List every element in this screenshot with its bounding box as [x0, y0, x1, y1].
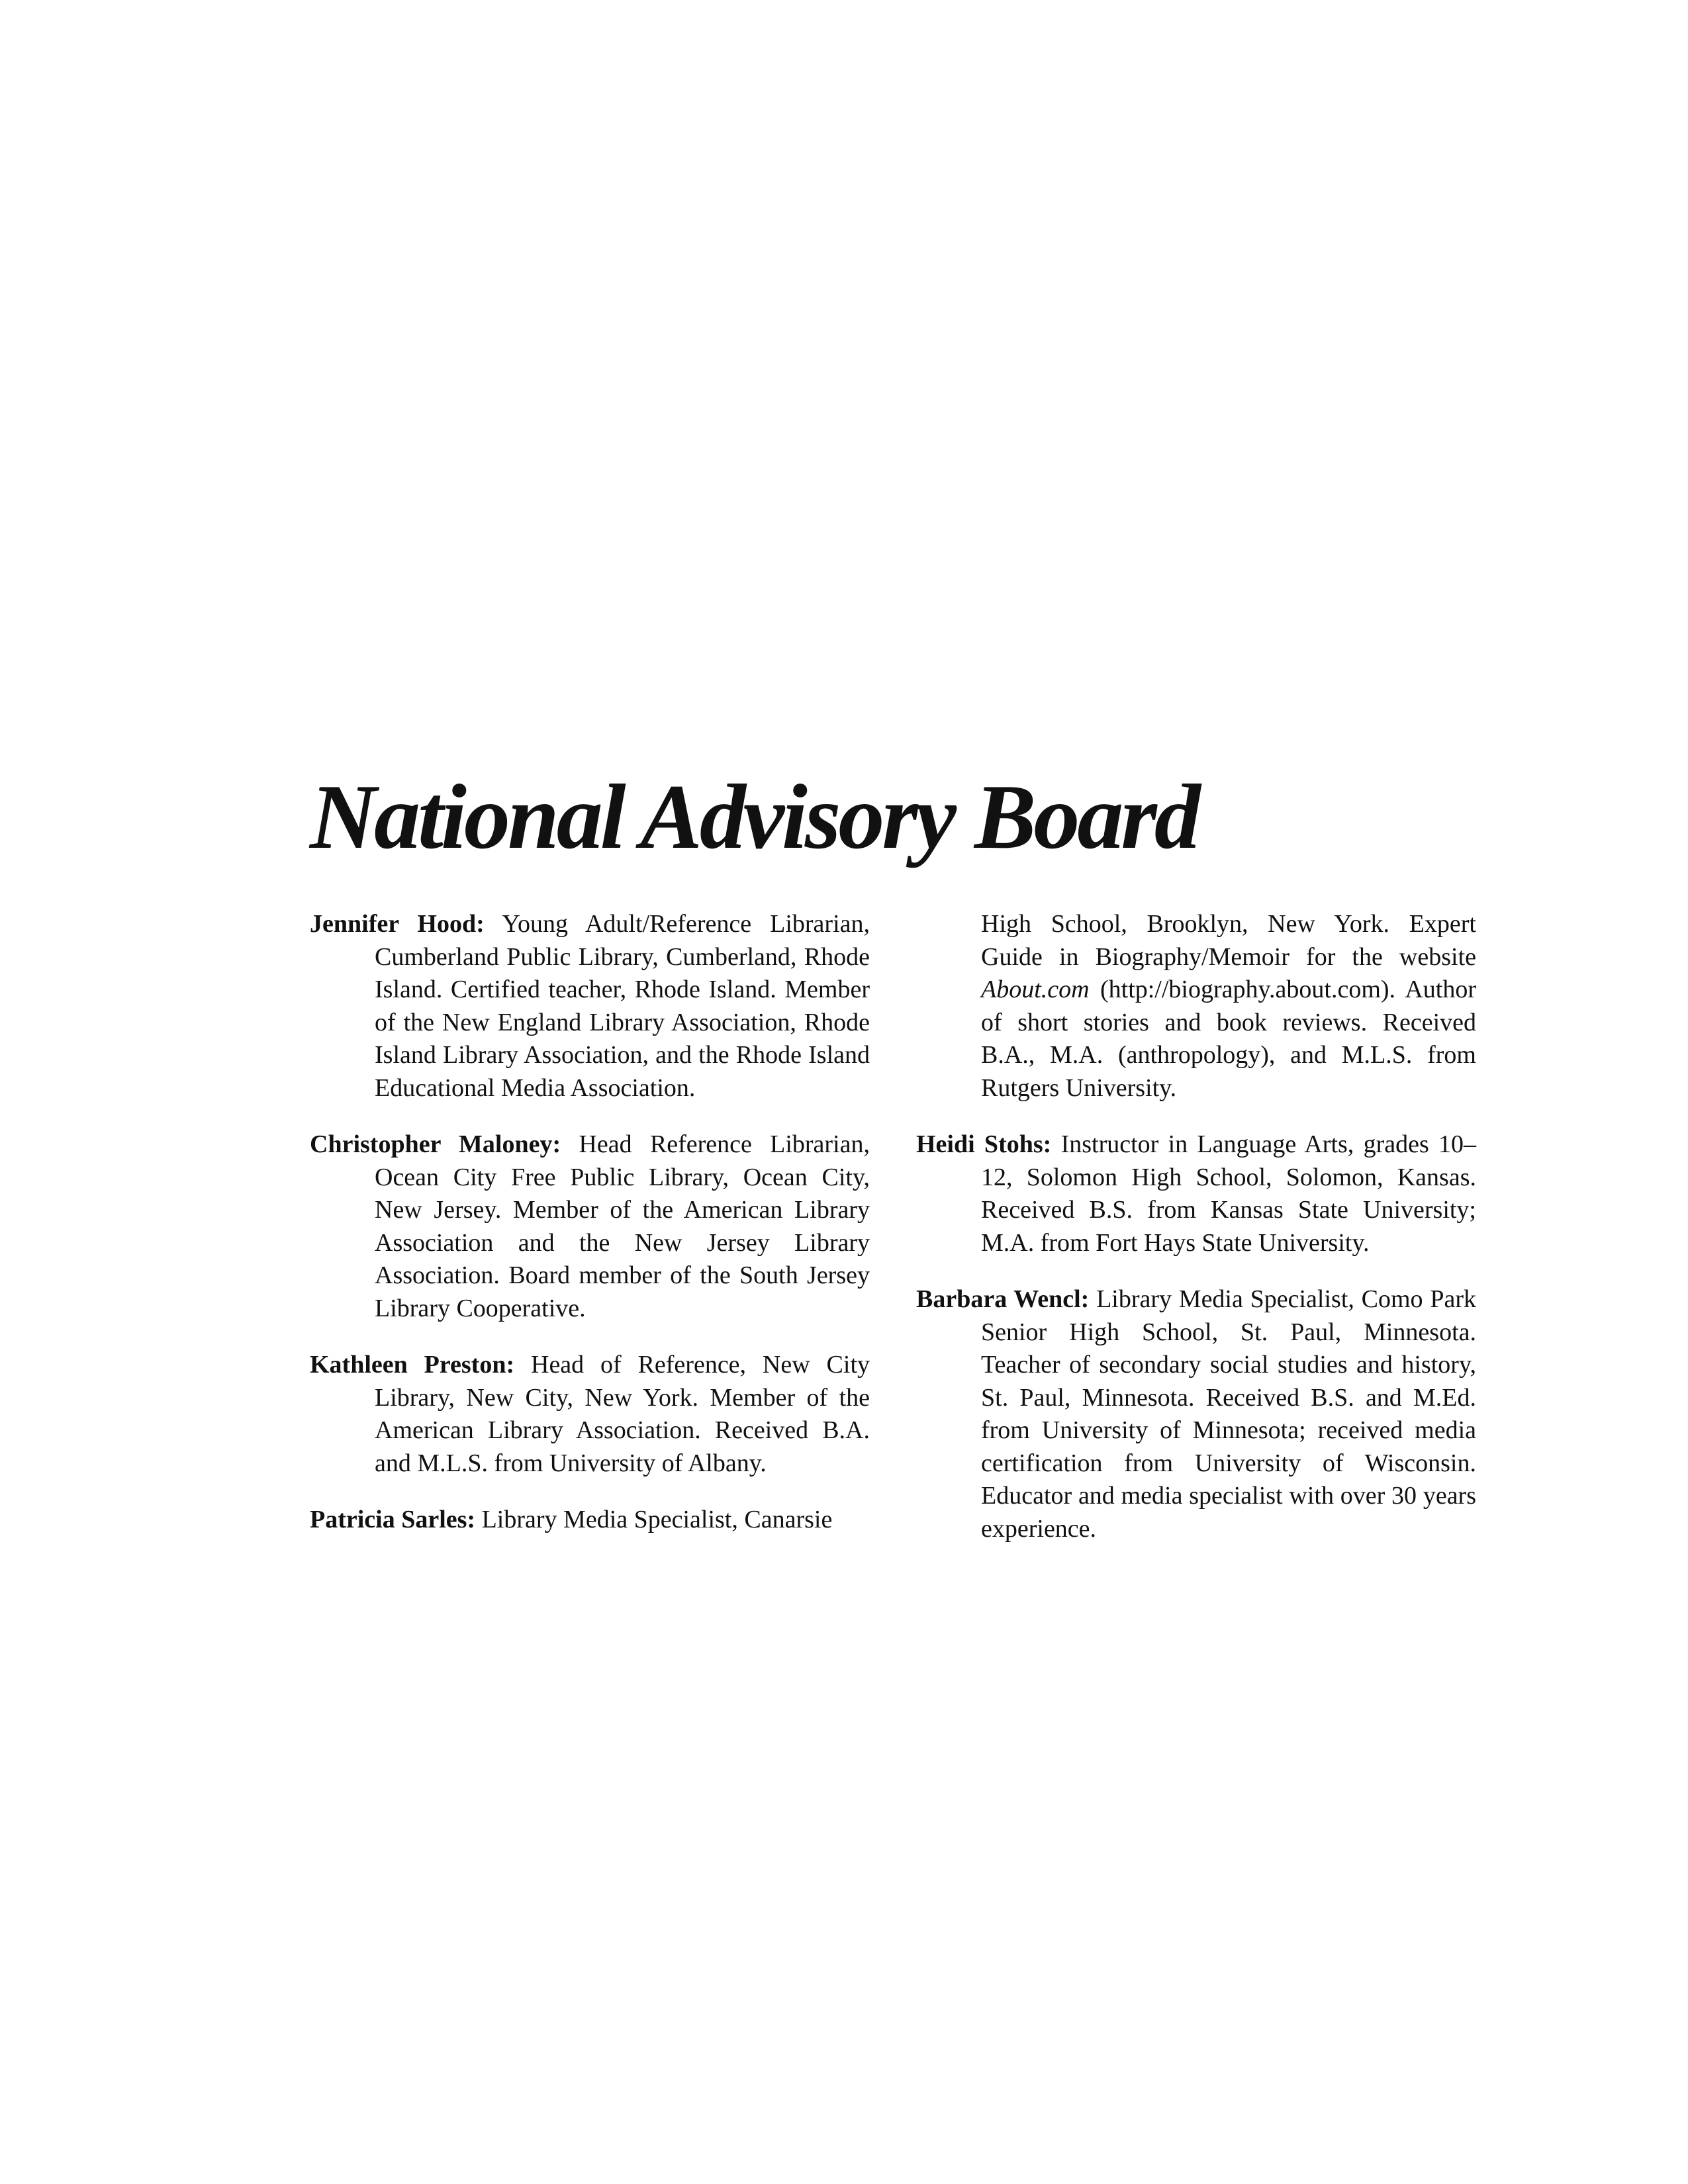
board-member-entry: [916, 1128, 1476, 1259]
member-bio-continued: High School, Brooklyn, New York. Expert Guide in Biography/Memoir for the website: [981, 910, 1476, 971]
right-column: [916, 908, 1476, 1569]
board-member-entry: [310, 1349, 870, 1480]
member-name: Kathleen Preston:: [310, 1351, 515, 1379]
member-name: Patricia Sarles:: [310, 1506, 476, 1533]
website-url: (http://biography.about.com).: [1100, 976, 1396, 1003]
member-bio: Instructor in Language Arts, grades 10–12, Solomon High School, Solomon, Kansas. Received B.S. from Kansas State University; M.A. from Fort Hays State University.: [981, 1130, 1477, 1257]
board-member-entry: [310, 1504, 870, 1537]
member-name: Heidi Stohs:: [916, 1130, 1052, 1158]
board-member-entry: [310, 1128, 870, 1325]
member-bio: Library Media Specialist, Como Park Senior High School, St. Paul, Minnesota. Teacher of secondary social studies and history, St. Paul, Minnesota. Received B.S. and M.Ed. from University of Minnesota; received media certification from University of Wisconsin. Educator and media specialist with over 30 years experience.: [981, 1285, 1476, 1543]
member-name: Barbara Wencl:: [916, 1285, 1090, 1313]
board-member-entry: [310, 908, 870, 1105]
member-bio: Young Adult/Reference Librarian, Cumberland Public Library, Cumberland, Rhode Island. Certified teacher, Rhode Island. Member of the New England Library Association, Rhode Island Library Association, and the Rhode Island Educational Media Association.: [375, 910, 870, 1102]
page-title: National Advisory Board: [310, 766, 1198, 868]
board-member-entry: [916, 1283, 1476, 1545]
member-bio-continued-end: Author of short stories and book reviews. Received B.A., M.A. (anthropology), and M.L.S. from Rutgers University.: [981, 976, 1477, 1102]
member-name: Christopher Maloney:: [310, 1130, 561, 1158]
website-name: About.com: [981, 976, 1090, 1003]
member-name: Jennifer Hood:: [310, 910, 485, 938]
member-bio: Head of Reference, New City Library, New City, New York. Member of the American Library Association. Received B.A. and M.L.S. from University of Albany.: [375, 1351, 870, 1477]
left-column: [310, 908, 870, 1561]
board-member-entry-continued: [916, 908, 1476, 1105]
member-bio: Head Reference Librarian, Ocean City Free Public Library, Ocean City, New Jersey. Member of the American Library Association and the New Jersey Library Association. Board member of the South Jersey Library Cooperative.: [375, 1130, 870, 1322]
member-bio: Library Media Specialist, Canarsie: [481, 1506, 833, 1533]
